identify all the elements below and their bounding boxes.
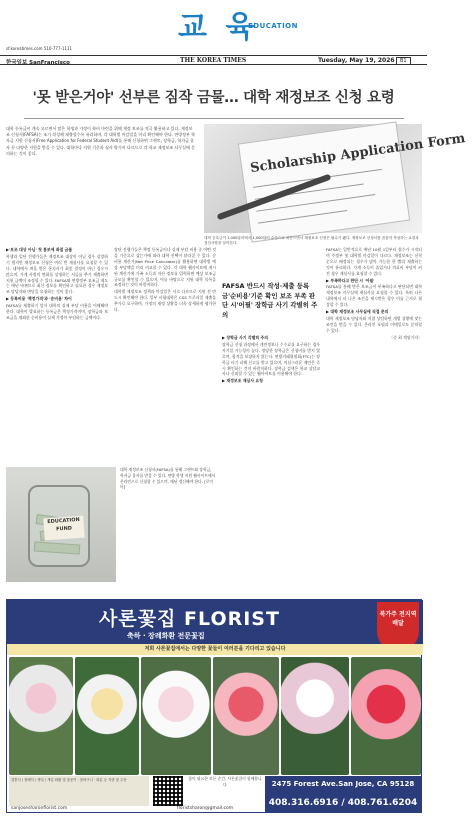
article-column-1 [6, 247, 108, 322]
mid-headline: FAFSA 반드시 작성·제출 등록금'순비용'기준 확인 보조 부족 판단 시'어필' 장학금 사기 각별히 주의 [222, 282, 318, 319]
subhead: ▶ 장학금 사기 각별히 주의 [222, 335, 268, 340]
subhead: ▶ 대학 재정보조 사무실에 직접 문의 [326, 309, 389, 315]
florist-advertisement [6, 599, 422, 813]
flower-photos [9, 657, 421, 775]
ad-middle-text: 꽃이 필요한 모든 순간, 사론꽃집이 함께합니다 [188, 776, 262, 787]
flower-photo [9, 657, 73, 775]
ad-info: 결혼식 / 장례식 / 생일 / 개업 화환 및 꽃꽂이 · 꽃바구니 · 화분 등 각종 꽃 주문 [9, 776, 149, 806]
ad-banner [7, 600, 423, 644]
body-text: 장학금 신청 과정에서 개인정보나 수수료를 요구하는 경우 사기일 가능성이 높다. 정당한 장학금은 신청비를 받지 않으며, 합격을 보장하지 않는다. 연방거래위원회(FTC)는 장학금 사기 피해 신고를 받고 있으며, 의심스러운 제안은 즉시 확인하는 것이 바람직하다. 장학금 검색은 학교 상담교사나 신뢰할 수 있는 웹사이트를 이용해야 한다. [222, 341, 320, 377]
body-text: FAFSA를 통해 받은 보조금이 부족하다고 판단되면 대학 재정보조 사무실에 재심사를 요청할 수 있다. 특히 다른 대학에서 더 나은 조건을 제시받은 경우 이를 근거로 협상할 수 있다. [326, 284, 422, 308]
headline-rule [24, 118, 404, 119]
issue-date: Tuesday, May 19, 2026 [318, 57, 395, 64]
masthead-bar [0, 55, 427, 65]
flower-photo [213, 657, 279, 775]
flower-photo [141, 657, 211, 775]
delivery-badge: 북가주 전지역 배달 [377, 602, 419, 652]
photo-caption: 대학 등록금이 1,000달러에서 1,000달러 수준으로 치솟으면서 재정보조 신청은 필수가 됐다. 재정보조 신청서를 꼼꼼히 작성하는 요령과 점검사항을 알아본다. [204, 236, 419, 245]
section-title: 교 육 [178, 10, 259, 45]
scholarship-form-photo [204, 124, 467, 233]
ad-tagline: 축하 · 장례화환 전문꽃집 [127, 632, 205, 640]
flower-photo [351, 657, 421, 775]
article-column-2 [114, 247, 216, 314]
education-fund-photo [6, 467, 116, 582]
subhead: ▶ 등록비용 '책정가격'과 '순비용' 차이 [6, 296, 72, 302]
body-text: 학생과 일단 진행가들은 재정보조 대상이 아닐 경우 실망하기 쉽지만 재정보조 신청은 여러 번 재심사를 요청할 수 있다. 대학에서 처음 받은 통지서가 최종 결정이 아닌 경우가 많으며, 가계 사정의 변화를 설명하는 서류를 추가 제출하면 지원 금액이 조정될 수 있다. FAFSA와 연방정부 보조금 제도는 매년 바뀌므로 최신 정보를 확인하고 필요한 경우 재정보조 담당자와 면담을 요청하는 것이 좋다. [6, 253, 108, 295]
ad-website: sanjosesharonflorist.com [11, 806, 68, 811]
page-headline: '못 받은거야' 선부른 짐작 금물… 대학 재정보조 신청 요령 [32, 90, 395, 106]
flower-photo [281, 657, 349, 775]
body-text: 대학별 재정보조 정책과 마감일은 서로 다르므로 지원 전 반드시 확인해야 한다. 일부 사립대학은 CSS 프로파일 제출을 추가로 요구하며, 가정의 재정 상황을 더욱 상세하게 평가한다. [114, 289, 216, 313]
body-text: 장단 진행가들은 책정 등록금이나 실제 부담 비용 중 어떤 것을 기준으로 삼는가에 따라 대학 선택이 달라질 수 있다. 순비용 계산기(Net Price Calculator)를 활용하면 대학별 예상 부담액을 미리 비교할 수 있다. 각 대학 웹사이트에 게시된 계산기에 가족 소득과 자산 정보를 입력하면 예상 보조금 규모를 확인할 수 있으며, 이를 바탕으로 지원 대학 목록을 조정하는 것이 바람직하다. [114, 247, 216, 288]
subhead: ▶ 부족하다고 판단 시 '어필' [326, 277, 375, 283]
flower-photo [75, 657, 139, 775]
ad-address: 2475 Forest Ave.San Jose, CA 95128 [265, 776, 421, 793]
ad-strip: 저희 사론꽃집에서는 다양한 꽃들이 여러분을 기다리고 있습니다 [7, 644, 423, 655]
body-text: FAFSA를 제출하기 앞서 대학의 실제 부담 비용을 이해해야 한다. 대학이 발표하는 등록금은 책정가격이며, 장학금과 보조금을 제외한 순비용이 실제 가정이 부담하는 금액이다. [6, 303, 108, 320]
byline: 〈준 최 객원기자〉 [389, 334, 422, 340]
article-column-4 [326, 247, 422, 342]
ad-title: 사론꽃집 FLORIST [99, 608, 280, 630]
masthead-contact: sf.koreatimes.com 510-777-1111 [6, 46, 73, 51]
page-number: B1 [396, 57, 411, 65]
jar-icon [28, 485, 90, 567]
body-text: FAFSA는 일반적으로 매년 10월 1일부터 접수가 시작되며 주정부 및 대학별 마감일이 다르다. 재정보조는 선착순으로 배정되는 경우가 많아 가능한 한 빨리 제출하는 것이 유리하다. 가계 소득이 줄었거나 의료비 부담이 커진 경우 재심사를 요청할 수 있다. [326, 247, 422, 276]
form-line [258, 210, 347, 224]
subhead: ▶'보조 대상 아님' 첫 통보에 좌절 금물 [6, 247, 73, 252]
jar-label: EDUCATION FUND [43, 516, 84, 541]
intro-paragraph: 대학 등록금이 계속 오르면서 많은 학생과 가정이 학비 마련을 위해 재정 보조를 적극 활용하고 있다. 재정보조 신청서(FAFSA)는 조기 작성해 제출할수록 유리하며, 각 대학별 마감일을 미리 확인해야 한다. 연방정부 학자금 지원 신청서(Free Application for Federal Student Aid)를 통해 신청하면 그랜트, 장학금, 학자금 융자 등 다양한 지원을 받을 수 있다. 대학마다 지원 기준과 심사 방식이 다르므로 각 학교 재정보조 사무실에 문의하는 것이 좋다. [6, 126, 196, 156]
subhead: ▶ 재정보조 재심사 요청 [222, 378, 263, 384]
article-column-3-body [222, 335, 320, 385]
paper-name: THE KOREA TIMES [180, 57, 247, 64]
ad-phone: 408.316.6916 / 408.761.6204 [265, 793, 421, 813]
qr-code-icon [153, 776, 183, 806]
ad-email: floristsharon@gmail.com [177, 806, 234, 811]
masthead-edition: 한국일보 SanFrancisco [6, 60, 70, 66]
body-text: 대학 재정보조 담당자와 직접 상담하면 개별 상황에 맞는 조언을 받을 수 있다. 온라인 포털과 이메일로도 문의할 수 있다. [326, 315, 422, 333]
form-sheet [238, 121, 467, 242]
section-subtitle: EDUCATION [248, 22, 298, 30]
masthead [0, 0, 427, 70]
photo-caption: 대학 재정보조 신청서(FAFSA)를 통해 그랜트와 장학금, 학자금 융자를 받을 수 있다. 연방 학생 지원 웹사이트에서 온라인으로 신청할 수 있으며, 매년 갱신해야 한다. [로이터] [120, 467, 216, 490]
form-title: Scholarship Application Form [249, 131, 467, 177]
